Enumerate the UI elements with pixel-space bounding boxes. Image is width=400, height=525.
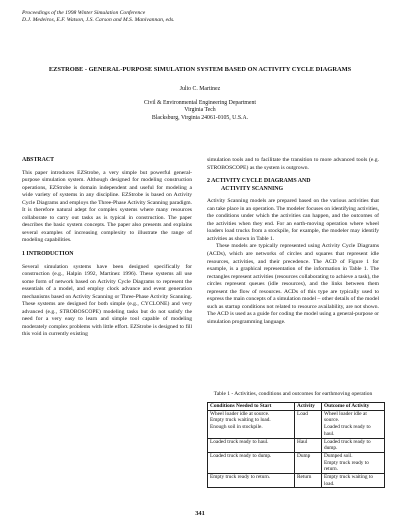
table-cell-outcome: Wheel loader idle at source. Loaded truck ready to haul. (322, 410, 385, 438)
table-cell-outcome: Dumped soil. Empty truck ready to return. (322, 452, 385, 473)
table-header-cell: Outcome of Activity (322, 403, 385, 411)
table-caption: Table 1 - Activities, conditions and outcomes for earthmoving operation (213, 391, 373, 397)
proceedings-header (22, 10, 175, 25)
author-block (22, 86, 378, 122)
intro-heading: 1 INTRODUCTION (22, 251, 74, 258)
right-column (207, 157, 379, 326)
section2-heading (207, 178, 379, 193)
table-cell-conditions: Loaded truck ready to dump. (208, 452, 295, 473)
intro-continuation: simulation tools and to facilitate the transition to more advanced tools (e.g. STROBOSCOPE) as the system is outgrown. (207, 157, 379, 171)
table-row (208, 474, 385, 488)
left-column (22, 157, 192, 339)
table-header-row (208, 403, 385, 411)
table-body (208, 410, 385, 488)
section2-para1: Activity Scanning models are prepared based on the various activities that can take place in an operation. The modeler focuses on identifying activities, the conditions under which the activities can happen, and the outcomes of the activities when they end. For an earth-moving operation where wheel loaders load trucks from a stockpile, for example, the modeler may identify activities as shown in Table 1. (207, 198, 379, 242)
table-header-cell: Conditions Needed to Start (208, 403, 295, 411)
proceedings-editors: D.J. Medeiros, E.F. Watson, J.S. Carson and M.S. Manivannan, eds. (22, 17, 175, 24)
abstract-text: This paper introduces EZStrobe, a very simple but powerful general-purpose simulation system. Although designed for modeling construction operations, EZStrobe is domain independent and useful for modeling a wide variety of systems in any discipline. EZStrobe is based on Activity Cycle Diagrams and employs the Three-Phase Activity Scanning paradigm. It is therefore natural adept for complex systems where many resources collaborate to carry out tasks as is typical in construction. The paper describes the basic system concepts. The paper also presents and explains several examples of increasing complexity to illustrate the range of modeling capabilities. (22, 169, 192, 244)
table-cell-conditions: Wheel loader idle at source. Empty truck waiting to load. Enough soil in stockpile. (208, 410, 295, 438)
affiliation-line: Blacksburg, Virginia 24061-0105, U.S.A. (151, 114, 249, 121)
table-cell-activity: Haul (295, 438, 322, 452)
abstract-heading: ABSTRACT (22, 157, 55, 163)
section2-heading-line2: ACTIVITY SCANNING (221, 185, 284, 192)
table-row (208, 452, 385, 473)
section2-para2: These models are typically represented using Activity Cycle Diagrams (ACDs), which are networks of circles and squares that represent idle resources, activities, and their precedence. The ACD of Figure 1 for example, is a graphical representation of the information in Table 1. The rectangles represent activities (resources collaborating to achieve a task), the circles represent queues (idle resources), and the links between them represent the flow of resources. ACDs of this type are typically used to express the main concepts of a simulation model – other details of the model such as startup conditions not related to resource availability, are not shown. The ACD is used as a guide for coding the model using a general-purpose or simulation programming language. (207, 243, 379, 325)
table-cell-outcome: Empty truck waiting to load. (322, 474, 385, 488)
activity-table (207, 402, 385, 488)
author-name: Julio C. Martinez (179, 86, 221, 92)
affiliation-line: Virginia Tech (184, 107, 216, 114)
table-cell-activity: Load (295, 410, 322, 438)
page-number: 341 (195, 510, 205, 517)
table-header-cell: Activity (295, 403, 322, 411)
table-cell-conditions: Loaded truck ready to haul. (208, 438, 295, 452)
intro-text: Several simulation systems have been designed specifically for construction (e.g., Halpin 1992, Martinez 1996). These systems all use some form of network based on Activity Cycle Diagrams to represent the essentials of a model, and employ clock advance and event generation mechanisms based on Activity Scanning or Three-Phase Activity Scanning. These systems are designed for both simple (e.g., CYCLONE) and very advanced (e.g., STROBOSCOPE) modeling tasks but do not satisfy the need for a very easy to learn and simple tool capable of modeling moderately complex problems with little effort. EZStrobe is designed to fill this void in currently existing (22, 263, 192, 338)
affiliation-line: Civil & Environmental Engineering Department (143, 99, 257, 106)
activity-table-wrap (207, 402, 385, 488)
table-row (208, 410, 385, 438)
paper-title: EZSTROBE - GENERAL-PURPOSE SIMULATION SYSTEM BASED ON ACTIVITY CYCLE DIAGRAMS (48, 66, 352, 73)
proceedings-title: Proceedings of the 1998 Winter Simulation Conference (22, 10, 146, 16)
table-cell-activity: Dump (295, 452, 322, 473)
table-cell-outcome: Loaded truck ready to dump. (322, 438, 385, 452)
table-cell-activity: Return (295, 474, 322, 488)
section2-heading-line1: 2 ACTIVITY CYCLE DIAGRAMS AND (207, 178, 311, 185)
table-row (208, 438, 385, 452)
table-cell-conditions: Empty truck ready to return. (208, 474, 295, 488)
